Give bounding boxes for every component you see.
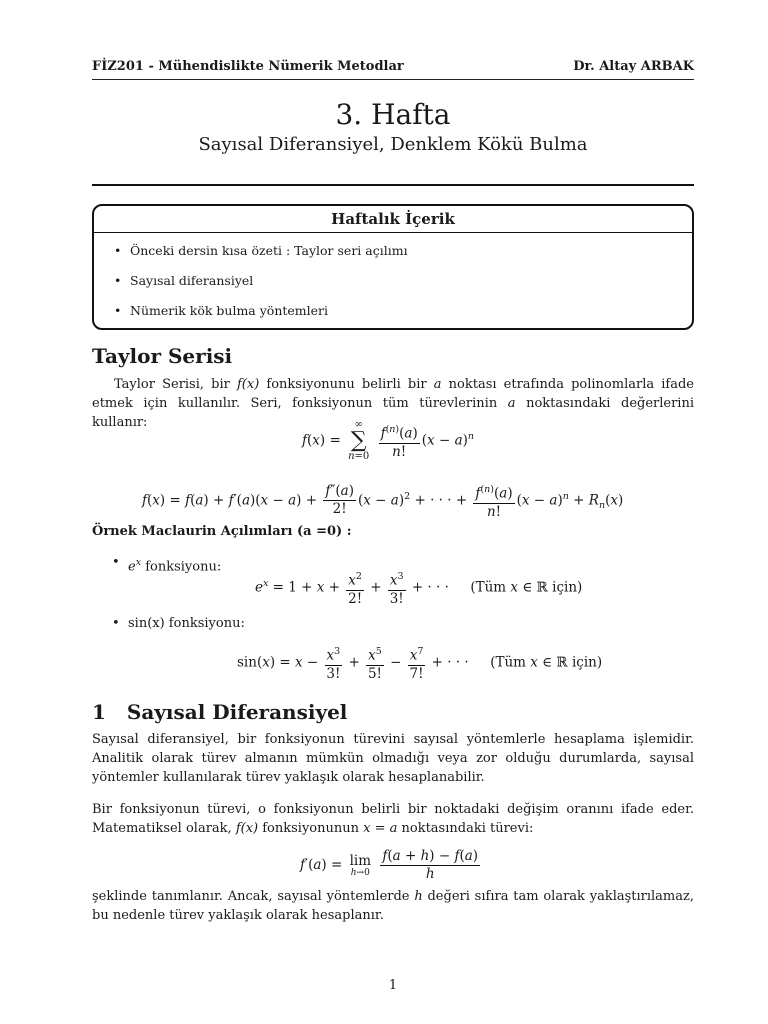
list-item: • Sayısal diferansiyel — [130, 270, 408, 300]
weekly-content-list — [130, 240, 408, 330]
course-title: FİZ201 - Mühendislikte Nümerik Metodlar — [92, 59, 404, 74]
taylor-intro: Taylor Serisi, bir f(x) fonksiyonunu belirli bir a noktası etrafında polinomlarla ifade etmek için kullanılır. Seri, fonksiyonun tüm türevlerinin a noktasındaki değerlerini kullanır: — [92, 377, 694, 430]
document-page — [92, 0, 694, 1024]
section-number: 1 — [92, 700, 106, 724]
page-subtitle: Sayısal Diferansiyel, Denklem Kökü Bulma — [198, 134, 588, 155]
derivative-definition-paragraph: Bir fonksiyonun türevi, o fonksiyonun belirli bir noktadaki değişim oranını ifade eder. Matematiksel olarak, f(x) fonksiyonunun x = a noktasındaki türevi: — [92, 802, 694, 836]
list-item: • Nümerik kök bulma yöntemleri — [130, 300, 408, 330]
page-number: 1 — [388, 978, 398, 993]
sin-bullet: • sin(x) fonksiyonu: — [128, 614, 245, 633]
weekly-content-box — [92, 204, 694, 330]
page-title: 3. Hafta — [335, 98, 451, 131]
sin-formula: sin(x) = x − $\frac{x^3}{3!}$ + $\frac{x^5}{5!}$ − $\frac{x^7}{7!}$ + · · · (Tüm x ∈ ℝ için) — [237, 643, 602, 683]
exp-bullet: • $e^x$ fonksiyonu: — [128, 553, 221, 576]
running-header — [92, 57, 694, 80]
derivative-limit-formula: f′(a) = lim h→0 $\frac{f(a + h) - f(a)}{h}$ — [300, 848, 479, 882]
title-rule — [92, 184, 694, 186]
taylor-heading: Taylor Serisi — [92, 344, 233, 368]
maclaurin-heading: Örnek Maclaurin Açılımları (a =0) : — [92, 524, 352, 539]
section-title: Sayısal Diferansiyel — [126, 700, 348, 724]
approximation-paragraph: şeklinde tanımlanır. Ancak, sayısal yöntemlerde h değeri sıfıra tam olarak yaklaştırılamaz, bu nedenle türev yaklaşık olarak hesaplanır. — [92, 889, 694, 923]
taylor-sum-formula: f(x) = ∞ ∑ n=0 $\frac{f^{(n)}(a)}{n!}$ $(x - a)^n$ — [302, 419, 475, 462]
section-heading — [92, 700, 347, 724]
taylor-expanded-formula: f(x) = f(a) + f′(a)(x − a) + $\frac{f''(a)}{2!}$ $(x - a)^2$ + · · · + $\frac{f^{(n)}(a)}{n!}$ $(x - a)^n + R_n(x)$ — [142, 481, 623, 521]
author-name: Dr. Altay ARBAK — [573, 59, 694, 74]
exp-formula: $e^x = 1 + x$ + $\frac{x^2}{2!}$ + $\frac{x^3}{3!}$ + · · · (Tüm x ∈ ℝ için) — [255, 568, 582, 608]
list-item: • Önceki dersin kısa özeti : Taylor seri açılımı — [130, 240, 408, 270]
box-divider — [94, 232, 692, 233]
weekly-content-title: Haftalık İçerik — [331, 210, 455, 228]
numeric-diff-paragraph: Sayısal diferansiyel, bir fonksiyonun türevini sayısal yöntemlerle hesaplama işlemidir. Analitik olarak türev almanın mümkün olmadığı veya zor olduğu durumlarda, sayısal yöntemler kullanılarak türev yaklaşık olarak hesaplanabilir. — [92, 732, 694, 785]
